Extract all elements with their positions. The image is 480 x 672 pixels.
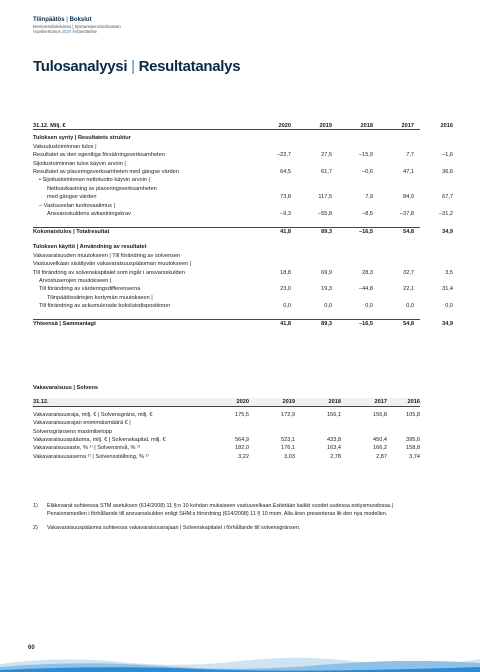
solvency-cell: 182,0 [235, 445, 249, 452]
solvency-row-label: Vakavaraisuusaste, % ¹⁾ | Solvensnivå, % ¹⁾ [33, 445, 141, 452]
footnote-number: 2) [33, 525, 38, 531]
table-cell: 0,0 [445, 303, 453, 310]
table-cell: 41,8 [280, 228, 291, 235]
table-cell: –44,8 [359, 286, 373, 293]
table-cell: –1,6 [442, 152, 453, 159]
solvency-cell: 395,6 [406, 436, 420, 443]
solvency-row [33, 428, 420, 436]
solvency-row-label: Vakavaraisuusasema ²⁾ | Solvensställning, % ²⁾ [33, 453, 149, 460]
table-cell: 7,7 [406, 152, 414, 159]
table-cell: 3,5 [445, 269, 453, 276]
table-header-label: 31.12. Milj. € [33, 123, 66, 129]
header-section-title: Tilinpäätös | Bokslut [33, 17, 92, 23]
solvency-cell: 2,87 [376, 453, 387, 460]
table-row-label: Vastuuvelkaan sisältyvän vakavaraisuuspääoman muutokseen | [33, 261, 192, 268]
solvency-cell: 3,22 [238, 453, 249, 460]
solvency-cell: 176,1 [281, 445, 295, 452]
table-row-label: Resultatet av den egentliga försäkringsverksamheten [33, 152, 165, 159]
table-row-label: Ansvarsskuldens avkastningskrav [47, 210, 131, 217]
table-header-year: 2016 [440, 123, 453, 129]
table-header-row [33, 122, 453, 130]
table-row-label: Tuloksen käyttö | Användning av resultatet [33, 244, 147, 251]
table-row [33, 227, 453, 235]
table-cell: –31,2 [439, 210, 453, 217]
table-row-label: Yhteensä | Sammanlagt [33, 320, 96, 327]
solvency-cell: 175,5 [235, 411, 249, 418]
solvency-header-year: 2016 [407, 399, 420, 406]
table-row-label: Resultatet av placeringsverksamheten med gängse värden [33, 168, 179, 175]
solvency-row-label: Vakavaraisuuspääoma, milj. € | Solvenskapital, milj. € [33, 436, 166, 443]
footnote [33, 524, 433, 532]
table-row [33, 260, 420, 268]
table-cell: 19,3 [321, 286, 332, 293]
table-cell: 117,5 [318, 194, 332, 201]
table-cell: 54,8 [403, 320, 414, 327]
solvency-cell: 105,8 [406, 411, 420, 418]
table-row [33, 176, 420, 184]
table-row [33, 235, 420, 243]
table-cell: 69,9 [321, 269, 332, 276]
solvency-cell: 3,03 [284, 453, 295, 460]
solvency-row-label: Vakavaraisuusraja, milj. € | Solvensgräns, milj. € [33, 411, 153, 418]
table-row-label: Sijoitustoiminnan tulos käyvin arvoin | [33, 160, 126, 167]
table-row-label: Vakuutustoiminnan tulos | [33, 143, 97, 150]
solvency-cell: 163,4 [327, 445, 341, 452]
table-cell: 22,1 [403, 286, 414, 293]
table-cell: 64,5 [280, 168, 291, 175]
table-row [33, 160, 420, 168]
decorative-wave-footer [0, 650, 480, 672]
table-cell: –16,5 [359, 320, 373, 327]
footnotes [33, 502, 433, 538]
page-title: Tulosanalyysi | Resultatanalys [33, 58, 241, 75]
table-row [33, 269, 453, 277]
solvency-row [33, 411, 420, 419]
table-cell: 84,9 [403, 194, 414, 201]
table-cell: 89,3 [321, 320, 332, 327]
table-cell: –15,9 [359, 152, 373, 159]
solvency-cell: 450,4 [373, 436, 387, 443]
solvency-cell: 564,9 [235, 436, 249, 443]
solvency-header-label: 31.12. [33, 399, 49, 406]
result-analysis-table [33, 122, 453, 327]
solvency-table [33, 384, 420, 461]
table-row-label: med gängse värden [47, 194, 97, 201]
table-cell: 0,0 [406, 303, 414, 310]
table-row-label: Arvostuserojen muutokseen | [39, 278, 112, 285]
solvency-cell: 2,78 [330, 453, 341, 460]
solvency-cell: 156,1 [327, 411, 341, 418]
table-cell: 23,0 [280, 286, 291, 293]
table-cell: 47,1 [403, 168, 414, 175]
table-cell: 28,3 [362, 269, 373, 276]
solvency-cell: 158,8 [406, 445, 420, 452]
table-row-label: Vakavaraisuuden muutokseen | Till förändring av solvensen [33, 252, 181, 259]
footnote-number: 1) [33, 503, 38, 509]
table-row-label: – Vastuuvelan tuottovaatimus | [39, 202, 115, 209]
table-cell: –9,3 [280, 210, 291, 217]
table-cell: 34,9 [442, 320, 453, 327]
table-row-label: Tilinpäätössiirtojen kertymän muutokseen | [47, 294, 153, 301]
table-row [33, 302, 453, 310]
solvency-cell: 433,8 [327, 436, 341, 443]
solvency-header-row [33, 398, 420, 406]
table-header-year: 2018 [360, 123, 373, 129]
solvency-header-year: 2020 [236, 399, 249, 406]
table-cell: –8,5 [362, 210, 373, 217]
solvency-header-year: 2017 [374, 399, 387, 406]
table-cell: 61,7 [321, 168, 332, 175]
solvency-cell: 523,1 [281, 436, 295, 443]
table-cell: 0,0 [365, 303, 373, 310]
table-row [33, 210, 453, 218]
footnote [33, 502, 433, 518]
table-row [33, 319, 453, 327]
solvency-row [33, 436, 420, 444]
table-cell: –37,8 [400, 210, 414, 217]
solvency-row [33, 453, 420, 461]
solvency-cell: 172,9 [281, 411, 295, 418]
table-cell: –0,6 [362, 168, 373, 175]
table-row [33, 134, 420, 142]
solvency-cell: 166,2 [373, 445, 387, 452]
table-cell: 41,8 [280, 320, 291, 327]
table-cell: 32,7 [403, 269, 414, 276]
table-cell: 27,5 [321, 152, 332, 159]
table-cell: 31,4 [442, 286, 453, 293]
table-row-label: • Sijoitustoiminnan nettotuotto käyvin arvoin | [39, 177, 150, 184]
table-cell: –55,8 [318, 210, 332, 217]
solvency-title-text: Vakavaraisuus | Solvens [33, 385, 98, 391]
solvency-cell: 3,74 [409, 453, 420, 460]
solvency-row [33, 419, 420, 427]
header-report-name: Vuosikertomus 2020 Årsberättelse [33, 29, 97, 34]
table-row-label: Till förändring av värderingsdifferenserna [39, 286, 141, 293]
document-header [33, 17, 121, 34]
solvency-header-year: 2018 [328, 399, 341, 406]
table-cell: 73,8 [280, 194, 291, 201]
solvency-row [33, 444, 420, 452]
table-row [33, 185, 420, 193]
table-row-label: Kokonaistulos | Totalresultat [33, 228, 110, 235]
table-header-year: 2020 [278, 123, 291, 129]
table-row [33, 151, 453, 159]
table-cell: 0,0 [324, 303, 332, 310]
table-row [33, 193, 453, 201]
table-row [33, 143, 420, 151]
table-row-label: Till förändring av solvenskapitalet som ingår i ansvarsskulden [33, 269, 185, 276]
table-row [33, 294, 420, 302]
solvency-title [33, 384, 420, 392]
table-cell: 18,8 [280, 269, 291, 276]
table-row [33, 252, 420, 260]
table-cell: 0,0 [283, 303, 291, 310]
table-cell: 89,3 [321, 228, 332, 235]
table-header-year: 2019 [319, 123, 332, 129]
table-header-year: 2017 [401, 123, 414, 129]
table-cell: –22,7 [277, 152, 291, 159]
table-row [33, 168, 453, 176]
table-cell: 54,8 [403, 228, 414, 235]
table-row [33, 285, 453, 293]
table-cell: 67,7 [442, 194, 453, 201]
footnote-text: Vakavaraisuuspääoma suhteessa vakavaraisuusrajaan | Solvenskapitalet i förhållande till solvensgränsen. [47, 525, 301, 531]
table-row [33, 243, 420, 251]
table-row-label: Nettoavkastning av placeringsverksamheten [47, 185, 157, 192]
table-cell: –16,5 [359, 228, 373, 235]
table-cell: 34,9 [442, 228, 453, 235]
table-row [33, 218, 420, 226]
header-organization: Merimieseläkekassa | Sjömanspensionskassan [33, 24, 121, 29]
table-row [33, 311, 420, 319]
solvency-row-label: Vakavaraisuusrajan enimmäismäärä € | [33, 420, 131, 427]
table-cell: 7,9 [365, 194, 373, 201]
solvency-header-year: 2019 [282, 399, 295, 406]
table-row [33, 202, 420, 210]
table-row [33, 277, 420, 285]
solvency-row-label: Solvensgränsens maximibelopp [33, 428, 112, 435]
table-row-label: Till förändring av ackumulerade bokslutsdispositioner [39, 303, 171, 310]
table-cell: 36,6 [442, 168, 453, 175]
solvency-cell: 156,8 [373, 411, 387, 418]
page-number: 60 [28, 645, 35, 651]
footnote-text: Eläkevarat suhteessa STM asetuksen (614/2008) 11 §:n 10 kohdan mukaiseen vastuuvelkaan.Esitetään kaikki vuodet uudessa esitysmuodossa.| Pensionsmedlen i förhållande till ansvarsskulden enligt SHM:s förordning (614/2008) 11 § 10 mom. Alla åren presenteras lik den nya modellen. [47, 503, 393, 517]
table-row-label: Tuloksen synty | Resultatets struktur [33, 135, 131, 142]
